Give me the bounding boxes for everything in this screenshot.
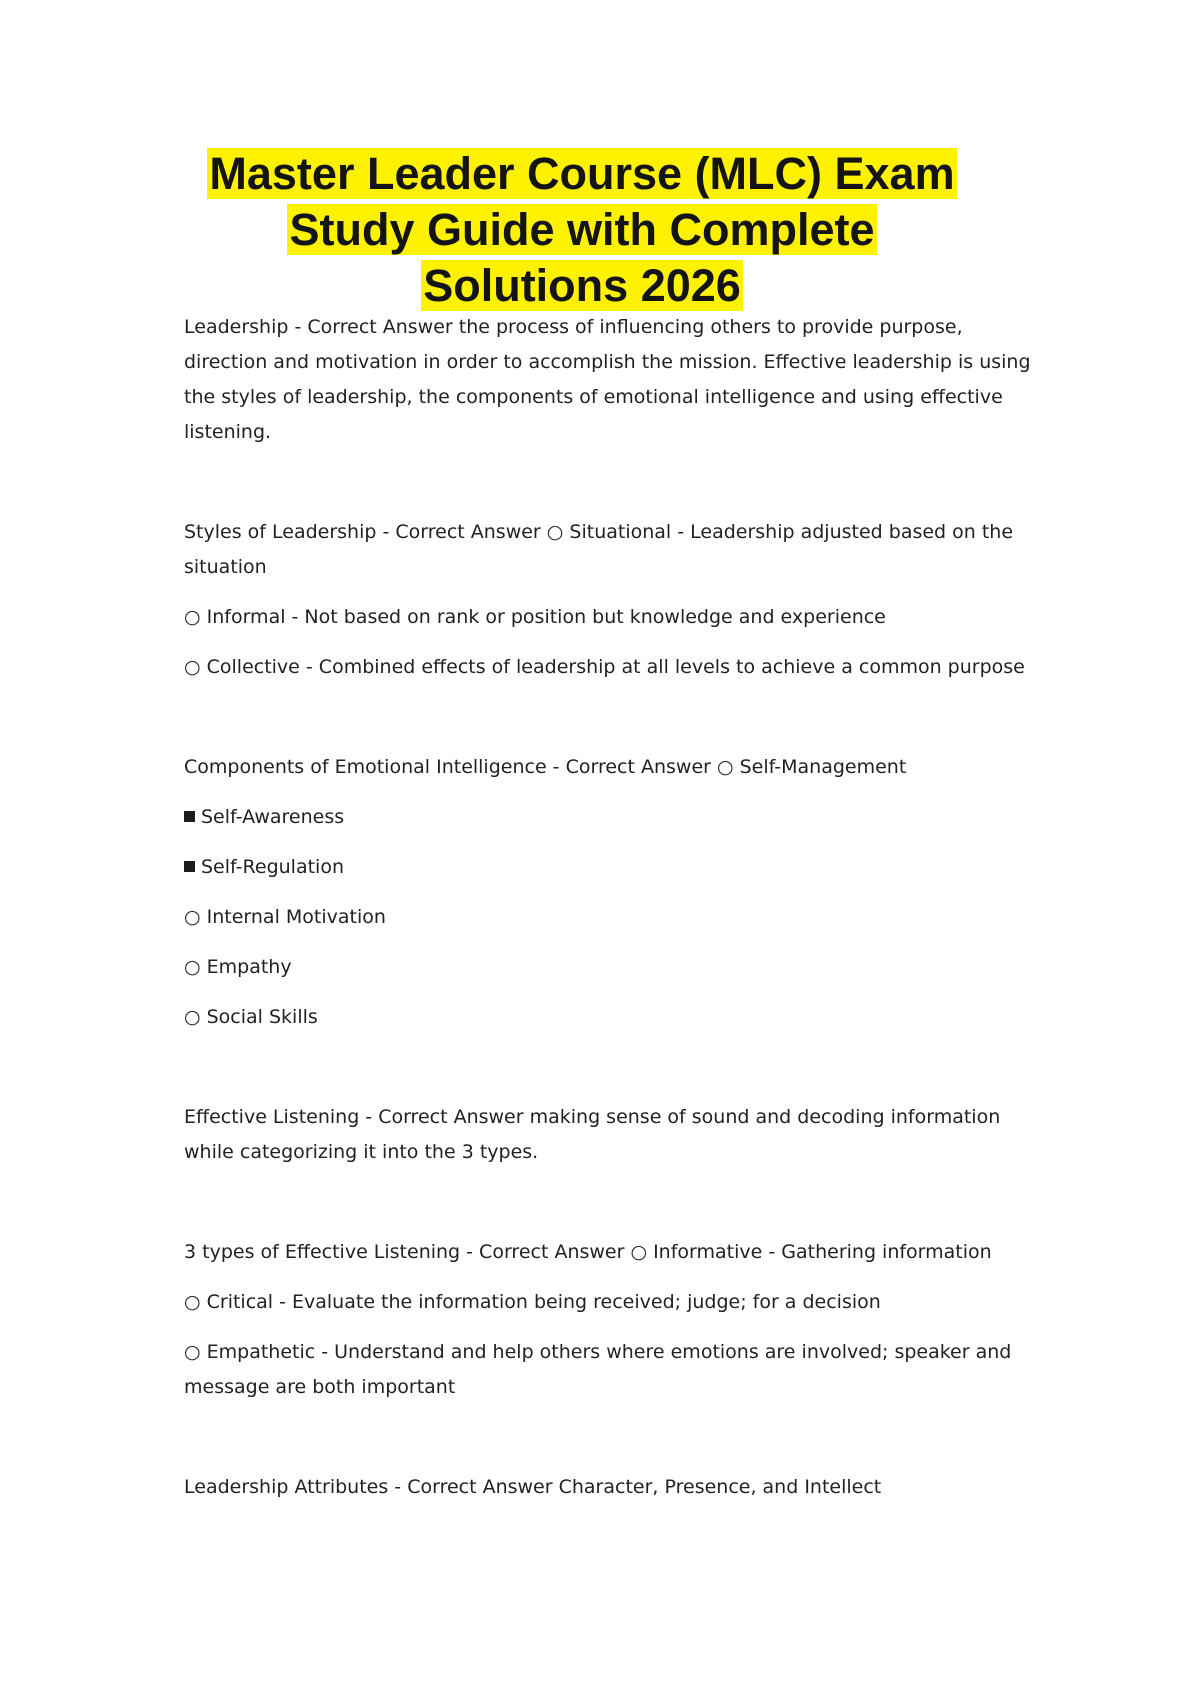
entry-types-of-listening	[184, 1235, 1034, 1405]
document-title	[150, 146, 1014, 314]
styles-item-collective: ○ Collective - Combined effects of leadership at all levels to achieve a common purpose	[184, 656, 1025, 678]
emotional-item-internal-motivation: ○ Internal Motivation	[184, 906, 386, 928]
types-item-critical: ○ Critical - Evaluate the information being received; judge; for a decision	[184, 1291, 881, 1313]
square-bullet-icon	[184, 861, 195, 872]
leadership-definition: Leadership - Correct Answer the process of influencing others to provide purpose, direction and motivation in order to accomplish the mission. Effective leadership is using the styles of leadership, the components of emotional intelligence and using effective listening.	[184, 316, 1031, 443]
entry-styles-of-leadership	[184, 515, 1034, 685]
title-line-3: Solutions 2026	[423, 260, 741, 311]
emotional-item-self-regulation	[184, 850, 1034, 885]
emotional-item-social-skills: ○ Social Skills	[184, 1006, 318, 1028]
entry-leadership	[184, 310, 1034, 450]
emotional-item-empathy: ○ Empathy	[184, 956, 292, 978]
entry-effective-listening	[184, 1100, 1034, 1170]
square-bullet-icon	[184, 811, 195, 822]
title-line-1: Master Leader Course (MLC) Exam	[209, 148, 955, 199]
emotional-heading: Components of Emotional Intelligence - Correct Answer ○ Self-Management	[184, 756, 907, 778]
types-heading: 3 types of Effective Listening - Correct Answer ○ Informative - Gathering information	[184, 1241, 992, 1263]
emotional-item-self-awareness	[184, 800, 1034, 835]
entry-emotional-intelligence	[184, 750, 1034, 1035]
types-item-empathetic: ○ Empathetic - Understand and help others where emotions are involved; speaker and message are both important	[184, 1341, 1012, 1398]
document-body	[184, 310, 1034, 1505]
entry-leadership-attributes	[184, 1470, 1034, 1505]
emotional-item-label: Self-Awareness	[201, 806, 345, 828]
title-line-2: Study Guide with Complete	[289, 204, 875, 255]
styles-heading: Styles of Leadership - Correct Answer ○ Situational - Leadership adjusted based on the situation	[184, 521, 1014, 578]
listening-definition: Effective Listening - Correct Answer making sense of sound and decoding information while categorizing it into the 3 types.	[184, 1106, 1001, 1163]
emotional-item-label: Self-Regulation	[201, 856, 344, 878]
styles-item-informal: ○ Informal - Not based on rank or position but knowledge and experience	[184, 606, 886, 628]
attributes-definition: Leadership Attributes - Correct Answer Character, Presence, and Intellect	[184, 1476, 882, 1498]
